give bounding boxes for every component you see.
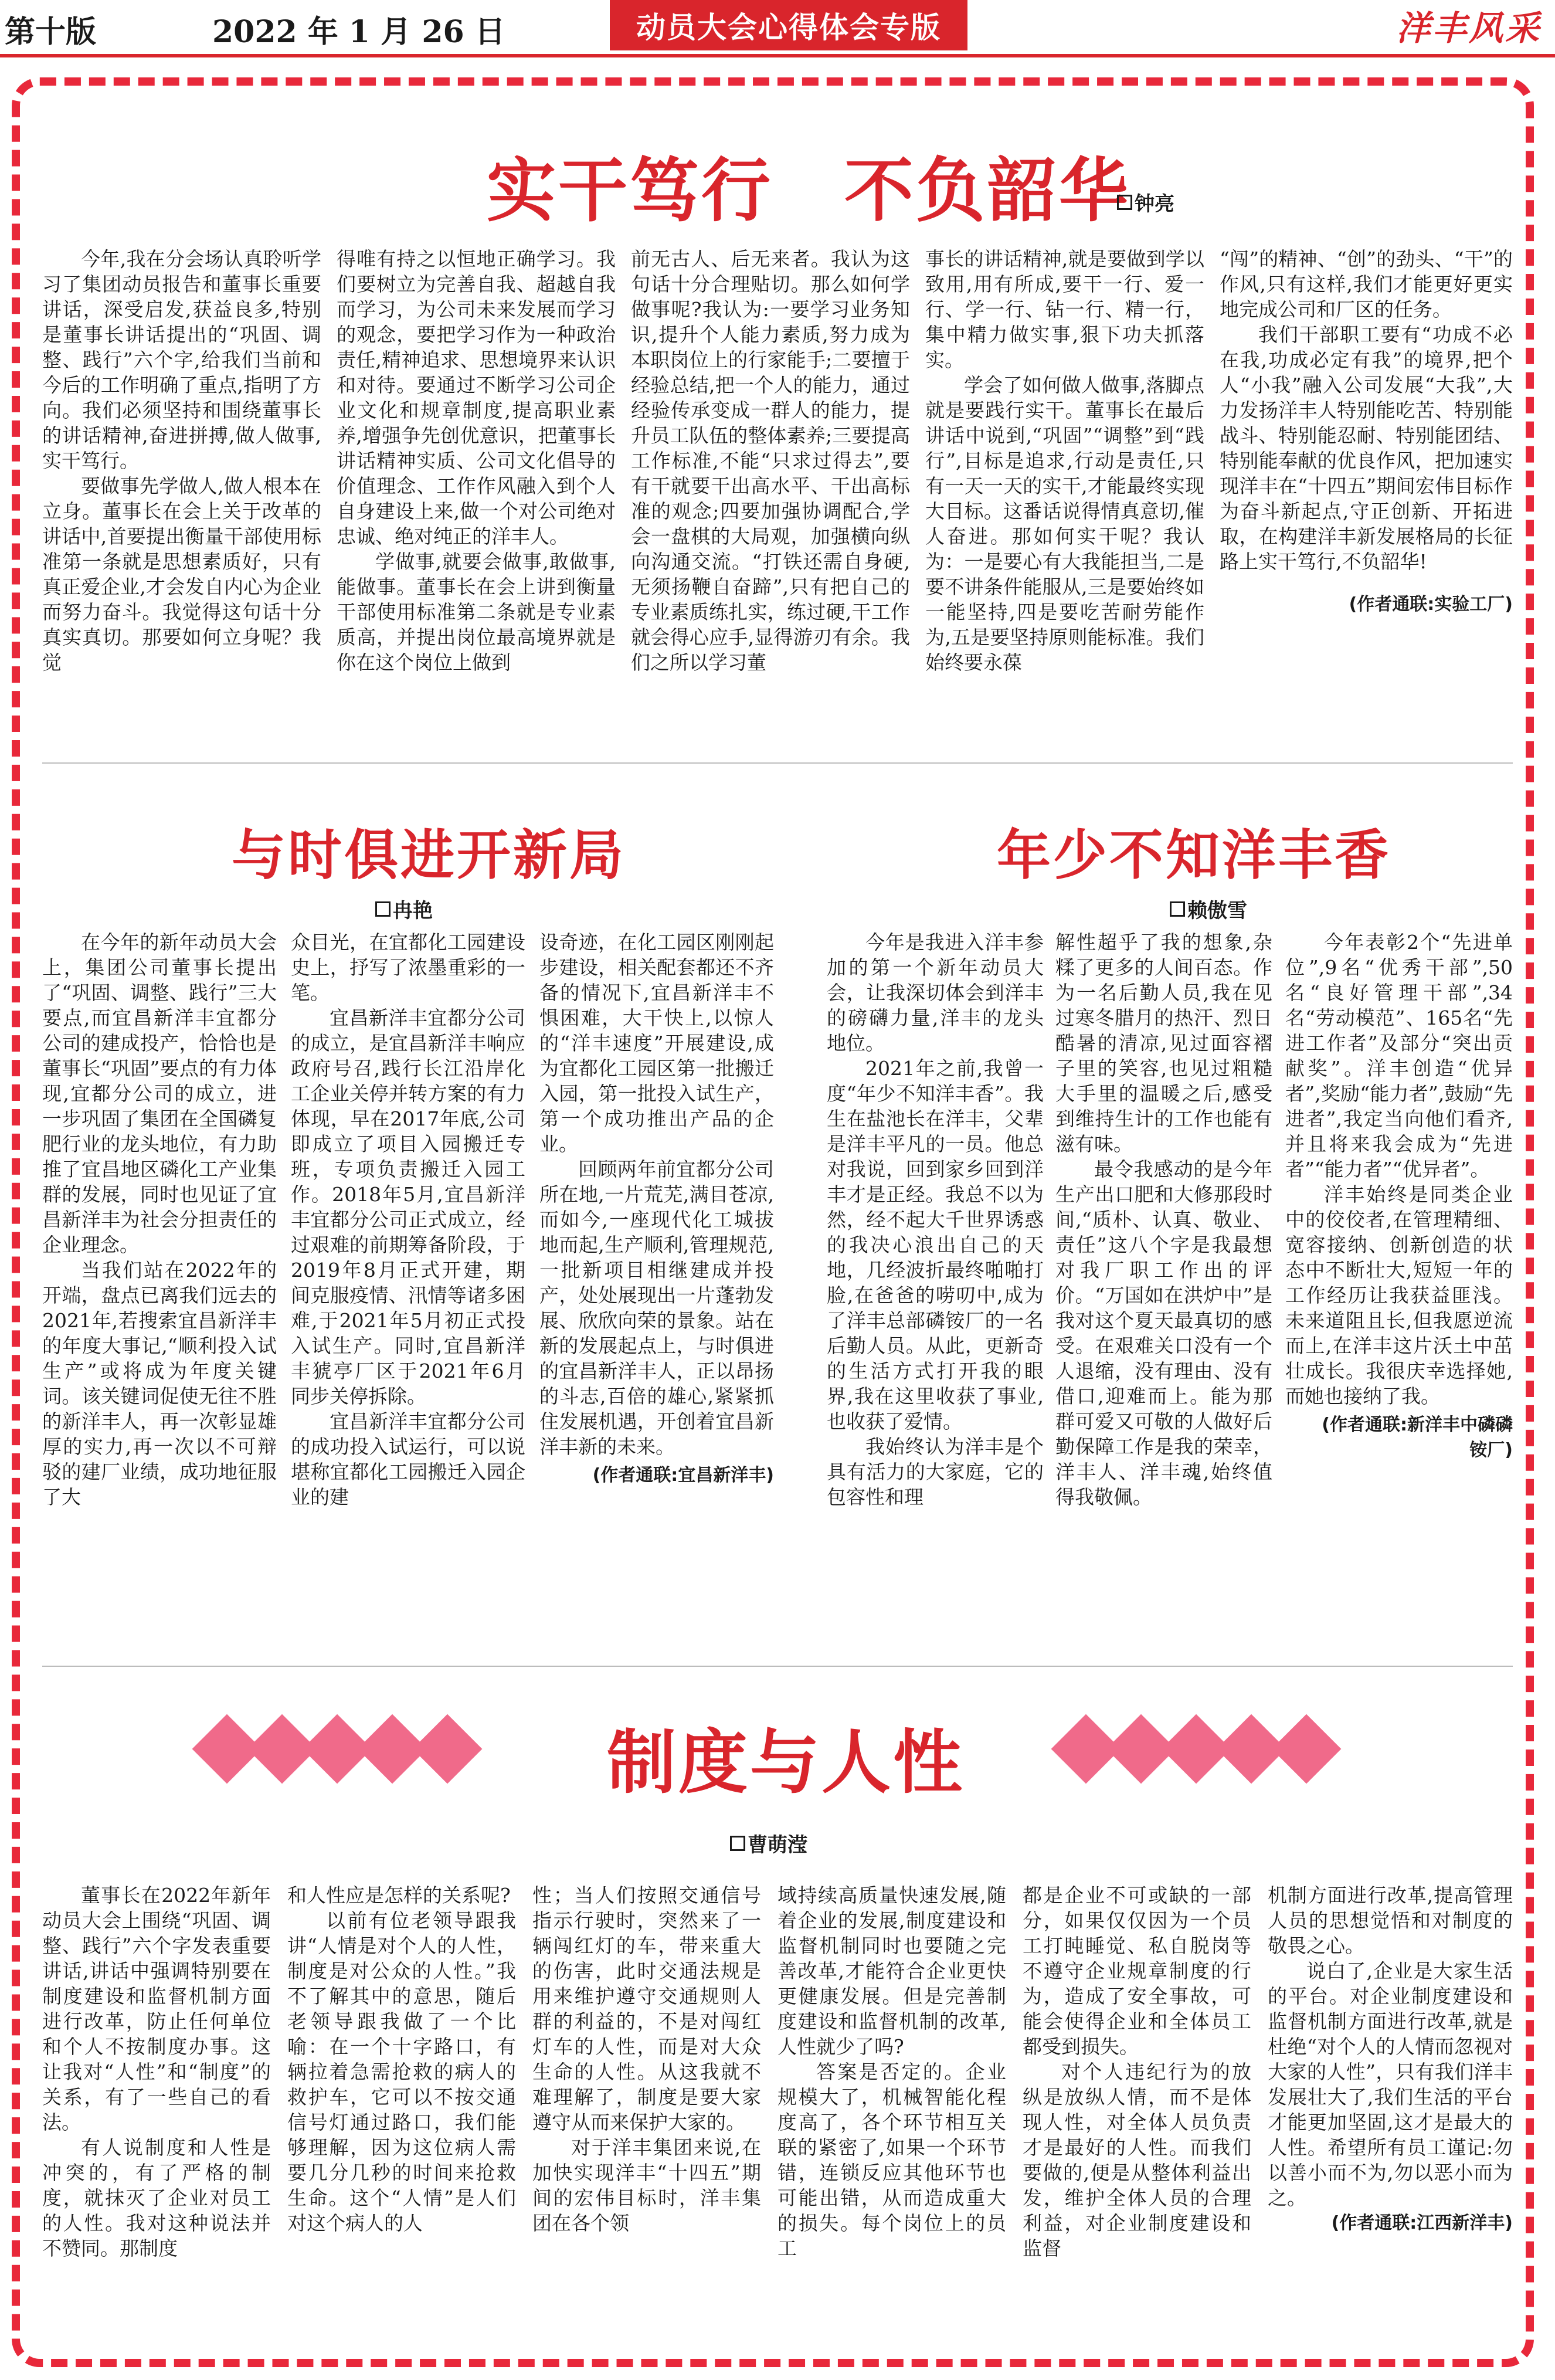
paragraph: 回顾两年前宜都分公司所在地,一片荒芜,满目苍凉,而如今,一座现代化工城拔地而起,生产顺利,管理规范,一批新项目相继建成并投产，处处展现出一片蓬勃发展、欣欣向荣的景象。站在新的发展起点上，与时俱进的宜昌新洋丰人，正以昂扬的斗志,百倍的雄心,紧紧抓住发展机遇，开创着宜昌新洋丰新的未来。 xyxy=(539,1158,774,1458)
paragraph: 我始终认为洋丰是个具有活力的大家庭，它的包容性和理 xyxy=(827,1435,1044,1508)
page-number: 第十版 xyxy=(5,14,97,50)
masthead-logo: 洋丰风采 xyxy=(1396,8,1542,48)
paragraph: 众目光，在宜都化工园建设史上，抒写了浓墨重彩的一笔。 xyxy=(291,931,525,1004)
article1-column-1 xyxy=(42,246,321,757)
article4-column-3 xyxy=(532,1883,761,2340)
paragraph: 当我们站在2022年的开端，盘点已离我们远去的2021年,若搜索宜昌新洋丰的年度大事记,“顺利投入试生产”或将成为年度关键词。该关键词促使无往不胜的新洋丰人，再一次彰显雄厚的实力,再一次以不可辩驳的建厂业绩，成功地征服了大 xyxy=(42,1259,277,1508)
paragraph: 宜昌新洋丰宜都分公司的成功投入试运行，可以说堪称宜都化工园搬迁入园企业的建 xyxy=(291,1410,525,1508)
paragraph: 说白了,企业是大家生活的平台。对企业制度建设和监督机制方面进行改革,就是杜绝“对个人的人情而忽视对大家的人性”，只有我们洋丰发展壮大了,我们生活的平台才能更加坚固,这才是最大的人性。希望所有员工谨记:勿以善小而不为,勿以恶小而为之。 xyxy=(1268,1959,1513,2209)
paragraph: 董事长在2022年新年动员大会上围绕“巩固、调整、践行”六个字发表重要讲话,讲话中强调特别要在制度建设和监督机制方面进行改革，防止任何单位和个人不按制度办事。这让我对“人性”和“制度”的关系，有了一些自己的看法。 xyxy=(42,1884,271,2134)
paragraph: 以前有位老领导跟我讲“人情是对个人的人性，制度是对公众的人性。”我不了解其中的意思，随后老领导跟我做了一个比喻：在一个十字路口，有辆拉着急需抢救的病人的救护车，它可以不按交通信号灯通过路口，我们能够理解，因为这位病人需要几分几秒的时间来抢救生命。这个“人情”是人们对这个病人的人 xyxy=(287,1909,516,2235)
section-banner: 动员大会心得体会专版 xyxy=(610,0,967,50)
paragraph: 都是企业不可或缺的一部分，如果仅仅因为一个员工打盹睡觉、私自脱岗等不遵守企业规章制度的行为，造成了安全事故，可能会使得企业和全体员工都受到损失。 xyxy=(1023,1884,1251,2058)
square-box-icon xyxy=(730,1836,745,1851)
article1-title: 实干笃行 不负韶华 xyxy=(487,150,1131,231)
square-box-icon xyxy=(375,901,391,917)
article4-author: 曹萌滢 xyxy=(748,1833,807,1857)
article1-byline xyxy=(1117,188,1174,216)
paragraph: 前无古人、后无来者。我认为这句话十分合理贴切。那么如何学做事呢?我认为:一要学习业务知识,提升个人能力素质,努力成为本职岗位上的行家能手;二要擅于经验总结,把一个人的能力，通过经验传承变成一群人的能力，提升员工队伍的整体素养;三要提高工作标准,不能“只求过得去”,要有干就要干出高水平、干出高标准的观念;四要加强协调配合,学会一盘棋的大局观，加强横向纵向沟通交流。“打铁还需自身硬,无须扬鞭自奋蹄”,只有把自己的专业素质练扎实，练过硬,干工作就会得心应手,显得游刃有余。我们之所以学习董 xyxy=(631,248,910,674)
paragraph: 学会了如何做人做事,落脚点就是要践行实干。董事长在最后讲话中说到,“巩固”“调整”到“践行”,目标是追求,行动是责任,只有一天一天的实干,才能最终实现大目标。这番话说得情真意切,催人奋进。那如何实干呢？我认为：一是要心有大我能担当,二是要不讲条件能服从,三是要始终如一能坚持,四是要吃苦耐劳能作为,五是要坚持原则能标准。我们始终要永葆 xyxy=(925,374,1204,674)
article3-column-3 xyxy=(1285,930,1513,1657)
article2-column-3 xyxy=(539,930,774,1657)
article2-title: 与时俱进开新局 xyxy=(232,823,626,887)
article4-column-1 xyxy=(42,1883,271,2340)
article4-title: 制度与人性 xyxy=(607,1721,965,1803)
article2-credit: (作者通联:宜昌新洋丰) xyxy=(592,1465,774,1486)
article2-column-2 xyxy=(291,930,525,1657)
square-box-icon xyxy=(1117,195,1132,210)
issue-date: 2022 年 1 月 26 日 xyxy=(212,14,505,50)
left-diamond-decoration xyxy=(202,1724,472,1774)
paragraph: 对个人违纪行为的放纵是放纵人情，而不是体现人性，对全体人员负责才是最好的人性。而我们要做的,便是从整体利益出发，维护全体人员的合理利益，对企业制度建设和监督 xyxy=(1023,2060,1251,2260)
article1-column-2 xyxy=(337,246,616,757)
article1-column-3 xyxy=(631,246,910,757)
paragraph: 今年是我进入洋丰参加的第一个新年动员大会，让我深切体会到洋丰的磅礴力量,洋丰的龙头地位。 xyxy=(827,931,1044,1055)
paragraph: 机制方面进行改革,提高管理人员的思想觉悟和对制度的敬畏之心。 xyxy=(1268,1884,1513,1957)
article3-byline xyxy=(1170,894,1247,923)
paragraph: 宜昌新洋丰宜都分公司的成立，是宜昌新洋丰响应政府号召,践行长江沿岸化工企业关停并转方案的有力体现，早在2017年底,公司即成立了项目入园搬迁专班，专项负责搬迁入园工作。2018年5月,宜昌新洋丰宜都分公司正式成立，经过艰难的前期筹备阶段，于2019年8月正式开建，期间克服疫情、汛情等诸多困难,于2021年5月初正式投入试生产。同时,宜昌新洋丰猇亭厂区于2021年6月同步关停拆除。 xyxy=(291,1006,525,1408)
article4-column-4 xyxy=(778,1883,1006,2340)
article1-credit: (作者通联:实验工厂) xyxy=(1349,594,1513,615)
paragraph: 事长的讲话精神,就是要做到学以致用,用有所成,要干一行、爱一行、学一行、钻一行、精一行，集中精力做实事,狠下功夫抓落实。 xyxy=(925,248,1204,371)
paragraph: 对于洋丰集团来说,在加快实现洋丰“十四五”期间的宏伟目标时，洋丰集团在各个领 xyxy=(532,2136,761,2235)
diamond-icon xyxy=(1272,1714,1342,1784)
article1-column-5 xyxy=(1220,246,1513,757)
article3-column-2 xyxy=(1055,930,1272,1657)
paragraph: 域持续高质量快速发展,随着企业的发展,制度建设和监督机制同时也要随之完善改革,才能符合企业更快更健康发展。但是完善制度建设和监督机制的改革,人性就少了吗? xyxy=(778,1884,1006,2058)
paragraph: 性；当人们按照交通信号指示行驶时，突然来了一辆闯红灯的车，带来重大的伤害，此时交通法规是用来维护遵守交通规则人群的利益的，不是对闯红灯车的人性，而是对大众生命的人性。从这我就不难理解了，制度是要大家遵守从而来保护大家的。 xyxy=(532,1884,761,2134)
paragraph: 得唯有持之以恒地正确学习。我们要树立为完善自我、超越自我而学习，为公司未来发展而学习的观念，要把学习作为一种政治责任,精神追求、思想境界来认识和对待。要通过不断学习公司企业文化和规章制度,提高职业素养,增强争先创优意识，把董事长讲话精神实质、公司文化倡导的价值理念、工作作风融入到个人自身建设上来,做一个对公司绝对忠诚、绝对纯正的洋丰人。 xyxy=(337,248,616,548)
paragraph: 设奇迹，在化工园区刚刚起步建设，相关配套都还不齐备的情况下,宜昌新洋丰不惧困难，大干快上,以惊人的“洋丰速度”开展建设,成为宜都化工园区第一批搬迁入园，第一批投入试生产，第一个成功推出产品的企业。 xyxy=(539,931,774,1155)
article2-author: 冉艳 xyxy=(393,899,433,923)
article4-column-6 xyxy=(1268,1883,1513,2340)
article4-column-5 xyxy=(1023,1883,1251,2340)
article2-byline xyxy=(375,894,433,923)
article1-author: 钟亮 xyxy=(1135,192,1174,216)
paragraph: 今年,我在分会场认真聆听学习了集团动员报告和董事长重要讲话，深受启发,获益良多,特别是董事长讲话提出的“巩固、调整、践行”六个字,给我们当前和今后的工作明确了重点,指明了方向。我们必须坚持和围绕董事长的讲话精神,奋进拼搏,做人做事,实干笃行。 xyxy=(42,248,321,472)
paragraph: “闯”的精神、“创”的劲头、“干”的作风,只有这样,我们才能更好更实地完成公司和厂区的任务。 xyxy=(1220,248,1513,321)
paragraph: 洋丰始终是同类企业中的佼佼者,在管理精细、宽容接纳、创新创造的状态中不断壮大,短短一年的工作经历让我获益匪浅。未来道阻且长,但我愿逆流而上,在洋丰这片沃土中茁壮成长。我很庆幸选择她,而她也接纳了我。 xyxy=(1285,1183,1513,1408)
paragraph: 今年表彰2个“先进单位”,9名“优秀干部”,50名“良好管理干部”,34名“劳动模范”、165名“先进工作者”及部分“突出贡献奖”。洋丰创造“优异者”,奖励“能力者”,鼓励“先进者”,我定当向他们看齐,并且将来我会成为“先进者”“能力者”“优异者”。 xyxy=(1285,931,1513,1181)
article2-column-1 xyxy=(42,930,277,1657)
section-divider xyxy=(42,762,1513,764)
paragraph: 学做事,就要会做事,敢做事,能做事。董事长在会上讲到衡量干部使用标准第二条就是专业素质高，并提出岗位最高境界就是你在这个岗位上做到 xyxy=(337,550,616,674)
section-divider xyxy=(42,1666,1513,1667)
paragraph: 答案是否定的。企业规模大了，机械智能化程度高了，各个环节相互关联的紧密了,如果一个环节错，连锁反应其他环节也可能出错，从而造成重大的损失。每个岗位上的员工 xyxy=(778,2060,1006,2260)
diamond-icon xyxy=(413,1714,483,1784)
square-box-icon xyxy=(1170,901,1185,917)
paragraph: 和人性应是怎样的关系呢? xyxy=(287,1884,511,1907)
article4-byline xyxy=(730,1829,807,1857)
paragraph: 在今年的新年动员大会上，集团公司董事长提出了“巩固、调整、践行”三大要点,而宜昌新洋丰宜都分公司的建成投产，恰恰也是董事长“巩固”要点的有力体现,宜都分公司的成立，进一步巩固了集团在全国磷复肥行业的龙头地位，有力助推了宜昌地区磷化工产业集群的发展，同时也见证了宜昌新洋丰为社会分担责任的企业理念。 xyxy=(42,931,277,1256)
paragraph: 最令我感动的是今年生产出口肥和大修那段时间,“质朴、认真、敬业、责任”这八个字是我最想对我厂职工作出的评价。“万国如在洪炉中”是我对这个夏天最真切的感受。在艰难关口没有一个人退缩，没有理由、没有借口,迎难而上。能为那群可爱又可敬的人做好后勤保障工作是我的荣幸，洋丰人、洋丰魂,始终值得我敬佩。 xyxy=(1055,1158,1272,1508)
right-diamond-decoration xyxy=(1061,1724,1331,1774)
page-header xyxy=(0,0,1555,57)
paragraph: 我们干部职工要有“功成不必在我,功成必定有我”的境界,把个人“小我”融入公司发展“大我”,大力发扬洋丰人特别能吃苦、特别能战斗、特别能忍耐、特别能团结、特别能奉献的优良作风，把加速实现洋丰在“十四五”期间宏伟目标作为奋斗新起点,守正创新、开拓进取，在构建洋丰新发展格局的长征路上实干笃行,不负韶华! xyxy=(1220,323,1513,573)
article3-title: 年少不知洋丰香 xyxy=(997,823,1391,887)
article4-credit: (作者通联:江西新洋丰) xyxy=(1331,2213,1513,2233)
article3-credit: (作者通联:新洋丰中磷磷铵厂) xyxy=(1322,1415,1513,1460)
article3-author: 赖傲雪 xyxy=(1187,899,1247,923)
paragraph: 要做事先学做人,做人根本在立身。董事长在会上关于改革的讲话中,首要提出衡量干部使用标准第一条就是思想素质好，只有真正爱企业,才会发自内心为企业而努力奋斗。我觉得这句话十分真实真切。那要如何立身呢？我觉 xyxy=(42,474,321,674)
article3-column-1 xyxy=(827,930,1044,1657)
article4-column-2 xyxy=(287,1883,516,2340)
article1-column-4 xyxy=(925,246,1204,757)
paragraph: 2021年之前,我曾一度“年少不知洋丰香”。我生在盐池长在洋丰，父辈是洋丰平凡的一员。他总对我说，回到家乡回到洋丰才是正经。我总不以为然，经不起大千世界诱惑的我决心浪出自己的天地，几经波折最终啪啪打脸,在爸爸的唠叨中,成为了洋丰总部磷铵厂的一名后勤人员。从此，更新奇的生活方式打开我的眼界,我在这里收获了事业,也收获了爱情。 xyxy=(827,1057,1044,1433)
paragraph: 有人说制度和人性是冲突的，有了严格的制度，就抹灭了企业对员工的人性。我对这种说法并不赞同。那制度 xyxy=(42,2136,271,2260)
paragraph: 解性超乎了我的想象,杂糅了更多的人间百态。作为一名后勤人员,我在见过寒冬腊月的热汗、烈日酷暑的清凉,见过面容褶子里的笑容,也见过粗糙大手里的温暖之后,感受到维持生计的工作也能有滋有味。 xyxy=(1055,931,1272,1155)
